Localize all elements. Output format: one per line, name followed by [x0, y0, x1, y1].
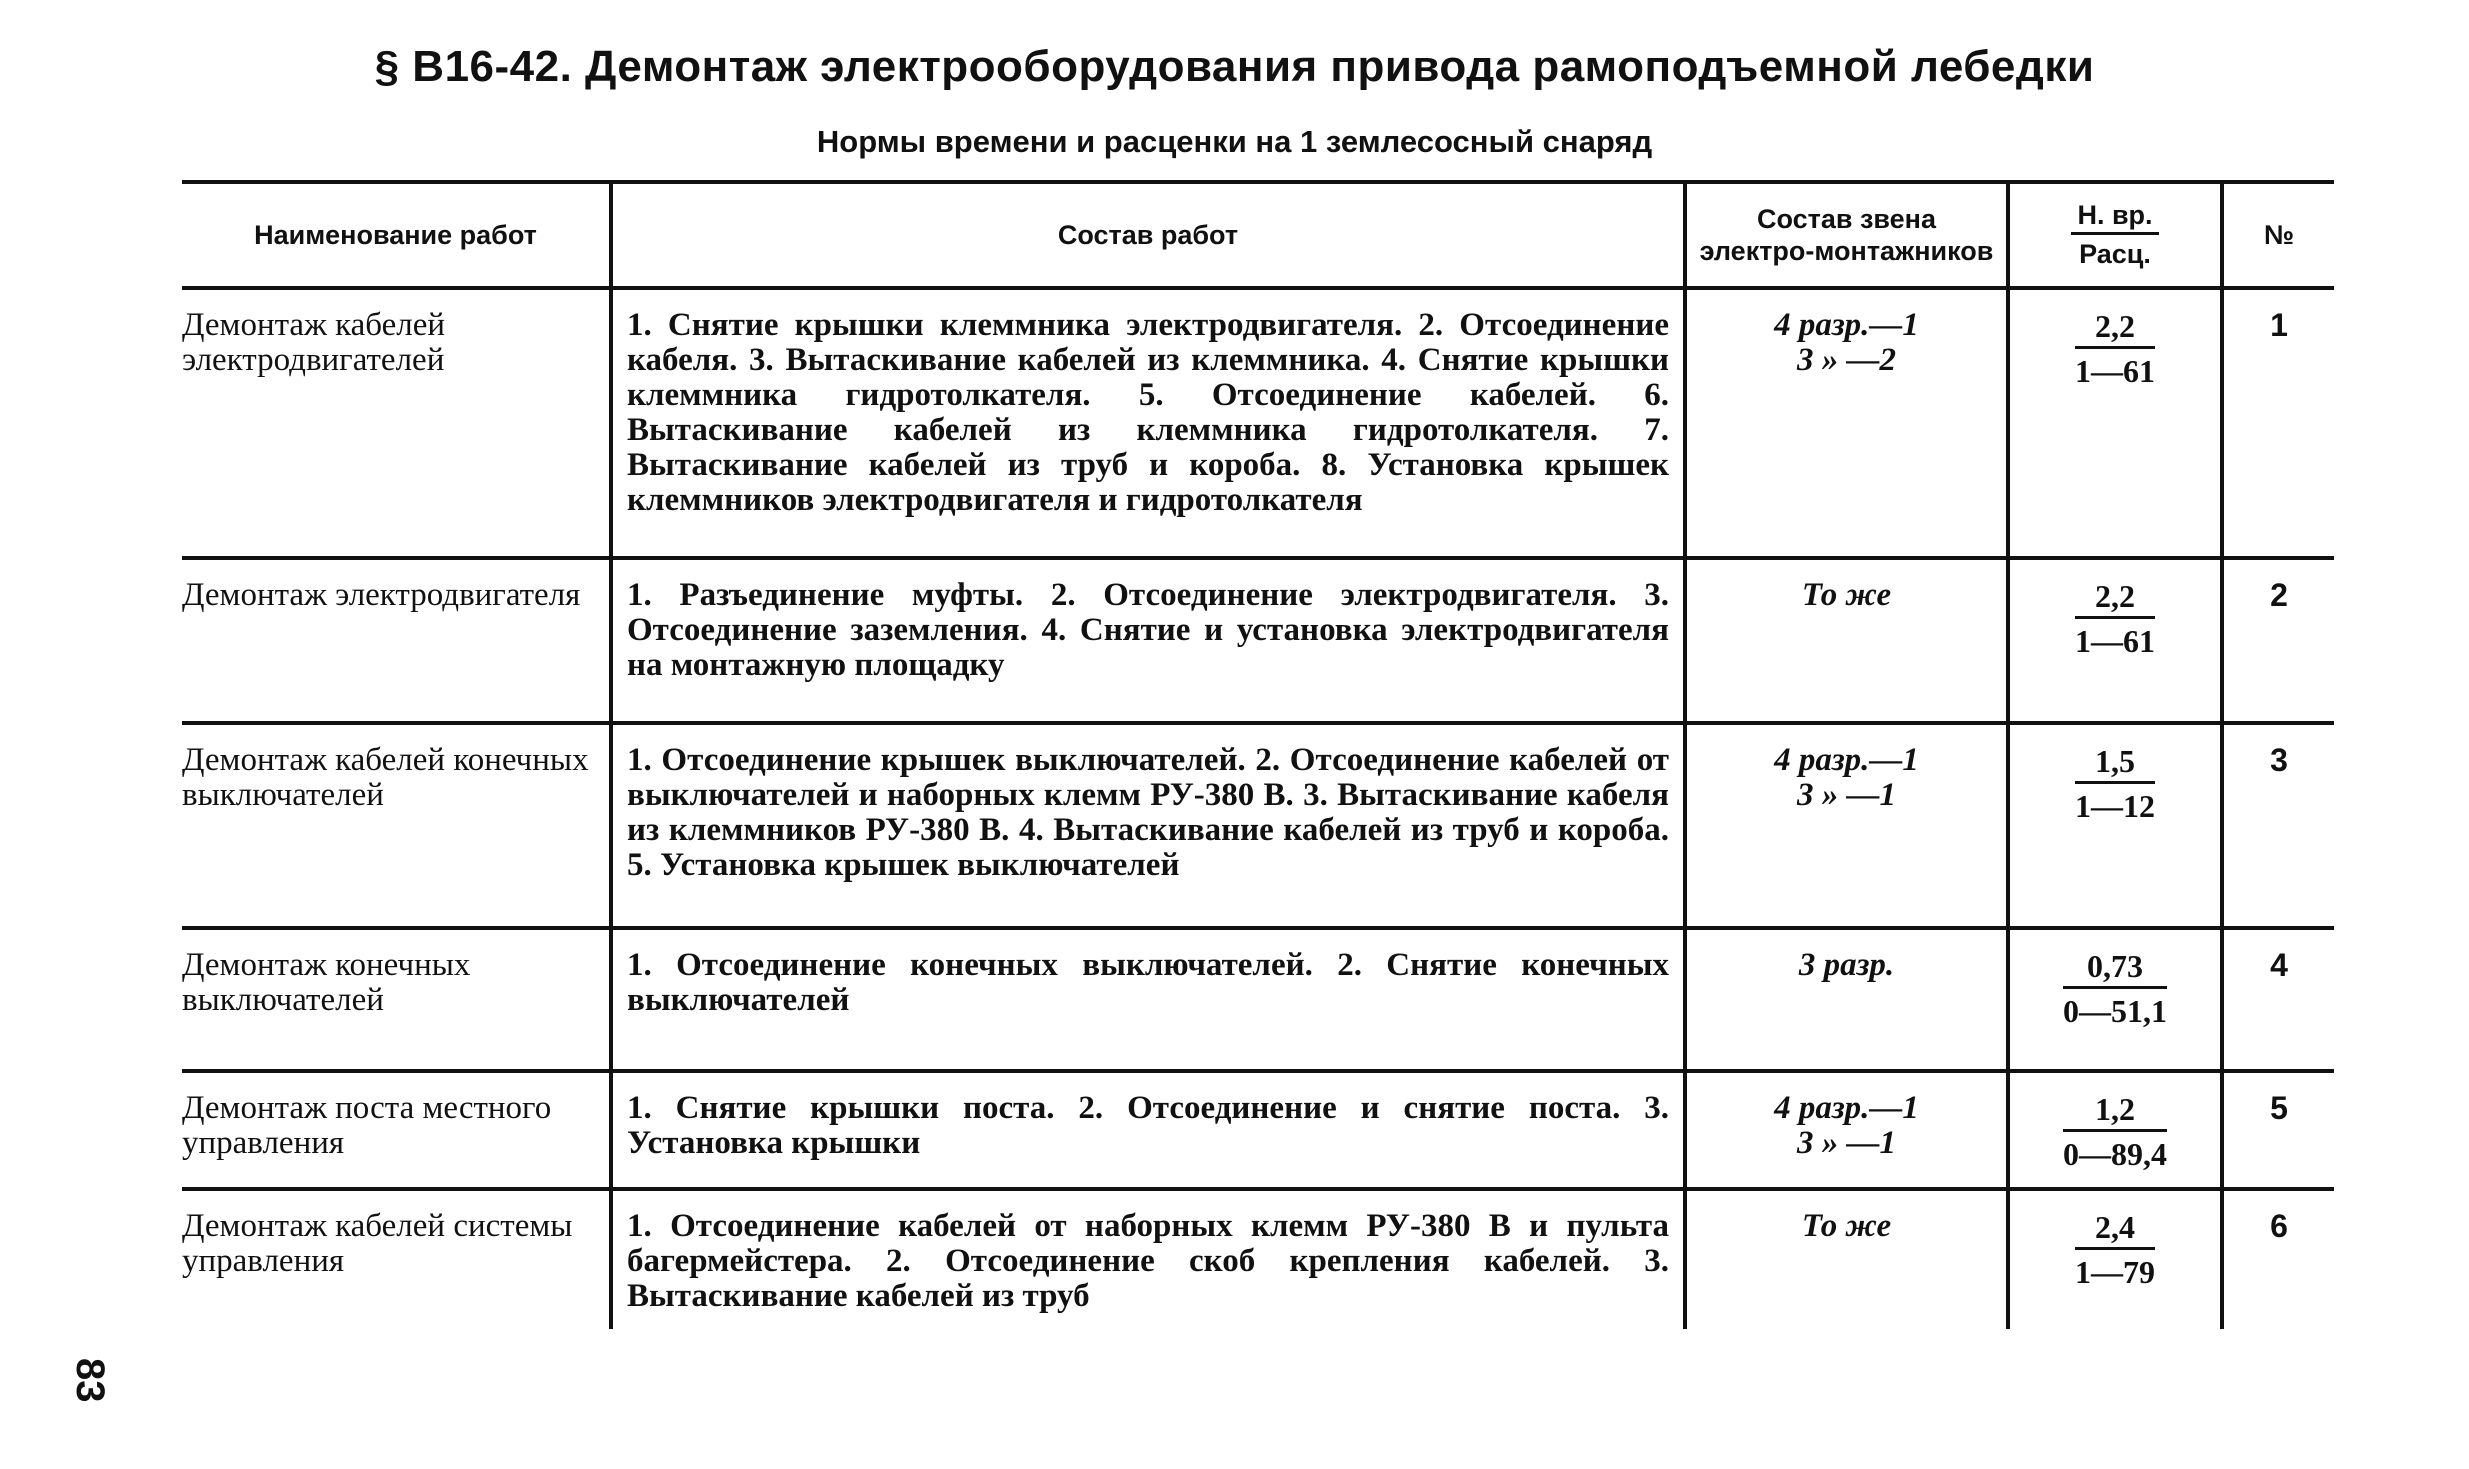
row-number: 6	[2222, 1189, 2334, 1329]
row-work-name: Демонтаж кабелей системы управления	[182, 1208, 573, 1279]
crew-line: 4 разр.—1	[1774, 307, 1919, 343]
header-name: Наименование работ	[182, 182, 611, 288]
row-number: 3	[2222, 723, 2334, 928]
row-crew	[1685, 1189, 2008, 1329]
header-rate-fraction	[2071, 200, 2158, 269]
row-work-name: Демонтаж электродвигателя	[182, 577, 581, 613]
price: 0—51,1	[2063, 993, 2167, 1029]
rate-fraction	[2075, 308, 2155, 389]
table-row	[182, 723, 2334, 928]
header-work: Состав работ	[611, 182, 1685, 288]
row-work-content: 1. Отсоединение конечных выключателей. 2. Снятие конечных выключателей	[611, 928, 1685, 1071]
table-row	[182, 1189, 2334, 1329]
table-header-row	[182, 182, 2334, 288]
table-subtitle: Нормы времени и расценки на 1 землесосный снаряд	[816, 124, 1653, 159]
header-crew: Состав звена электро-монтажников	[1685, 182, 2008, 288]
row-number: 1	[2222, 288, 2334, 558]
time-norm: 2,2	[2075, 578, 2155, 619]
crew-line: 3 » —2	[1797, 342, 1896, 378]
row-rate	[2008, 1189, 2222, 1329]
row-rate	[2008, 558, 2222, 723]
row-crew	[1685, 928, 2008, 1071]
row-work-content: 1. Разъединение муфты. 2. Отсоединение электродвигателя. 3. Отсоединение заземления. 4. Снятие и установка электродвигателя на монтажную площадку	[611, 558, 1685, 723]
price: 1—61	[2075, 353, 2155, 389]
header-rate-bottom: Расц.	[2079, 238, 2151, 269]
row-work-content: 1. Снятие крышки поста. 2. Отсоединение и снятие поста. 3. Установка крышки	[611, 1071, 1685, 1189]
crew-line: 3 разр.	[1798, 947, 1895, 983]
row-work-content: 1. Отсоединение кабелей от наборных клемм РУ-380 В и пульта багермейстера. 2. Отсоединение скоб крепления кабелей. 3. Вытаскивание кабелей из труб	[611, 1189, 1685, 1329]
row-work-name: Демонтаж поста местного управления	[182, 1090, 552, 1161]
crew-line: 4 разр.—1	[1774, 1090, 1919, 1126]
row-work-content: 1. Снятие крышки клеммника электродвигателя. 2. Отсоединение кабеля. 3. Вытаскивание кабелей из клеммника. 4. Снятие крышки клеммника гидротолкателя. 5. Отсоединение кабелей. 6. Вытаскивание кабелей из клеммника гидротолкателя. 7. Вытаскивание кабелей из труб и короба. 8. Установка крышек клеммников электродвигателя и гидротолкателя	[611, 288, 1685, 558]
rate-fraction	[2063, 948, 2167, 1029]
page-number: 83	[68, 1358, 112, 1403]
row-work-name: Демонтаж кабелей конечных выключателей	[182, 742, 589, 813]
table-row	[182, 1071, 2334, 1189]
time-norm: 0,73	[2063, 948, 2167, 989]
table-row	[182, 288, 2334, 558]
time-norm: 2,4	[2075, 1209, 2155, 1250]
row-rate	[2008, 723, 2222, 928]
price: 0—89,4	[2063, 1136, 2167, 1172]
header-rate	[2008, 182, 2222, 288]
table-row	[182, 558, 2334, 723]
row-number: 2	[2222, 558, 2334, 723]
price: 1—12	[2075, 788, 2155, 824]
rate-fraction	[2075, 578, 2155, 659]
norms-table-wrap	[182, 180, 2334, 1329]
row-rate	[2008, 928, 2222, 1071]
row-work-content: 1. Отсоединение крышек выключателей. 2. Отсоединение кабелей от выключателей и наборных клемм РУ-380 В. 3. Вытаскивание кабеля из клеммников РУ-380 В. 4. Вытаскивание кабелей из труб и короба. 5. Установка крышек выключателей	[611, 723, 1685, 928]
rate-fraction	[2075, 743, 2155, 824]
row-number: 4	[2222, 928, 2334, 1071]
row-rate	[2008, 288, 2222, 558]
crew-line: 3 » —1	[1797, 777, 1896, 813]
section-title: § В16-42. Демонтаж электрооборудования привода рамоподъемной лебедки	[374, 42, 2095, 91]
crew-line: То же	[1801, 577, 1892, 613]
norms-table	[182, 180, 2334, 1329]
row-rate	[2008, 1071, 2222, 1189]
crew-line: 4 разр.—1	[1774, 742, 1919, 778]
row-crew	[1685, 1071, 2008, 1189]
table-row	[182, 928, 2334, 1071]
row-work-name: Демонтаж кабелей электродвигателей	[182, 307, 446, 378]
time-norm: 2,2	[2075, 308, 2155, 349]
time-norm: 1,2	[2063, 1091, 2167, 1132]
row-crew	[1685, 558, 2008, 723]
row-crew	[1685, 723, 2008, 928]
header-num: №	[2222, 182, 2334, 288]
price: 1—61	[2075, 623, 2155, 659]
row-crew	[1685, 288, 2008, 558]
price: 1—79	[2075, 1254, 2155, 1290]
row-number: 5	[2222, 1071, 2334, 1189]
row-work-name: Демонтаж конечных выключателей	[182, 947, 471, 1018]
crew-line: 3 » —1	[1797, 1125, 1896, 1161]
header-rate-top: Н. вр.	[2071, 200, 2158, 235]
crew-line: То же	[1801, 1208, 1892, 1244]
rate-fraction	[2063, 1091, 2167, 1172]
rate-fraction	[2075, 1209, 2155, 1290]
time-norm: 1,5	[2075, 743, 2155, 784]
